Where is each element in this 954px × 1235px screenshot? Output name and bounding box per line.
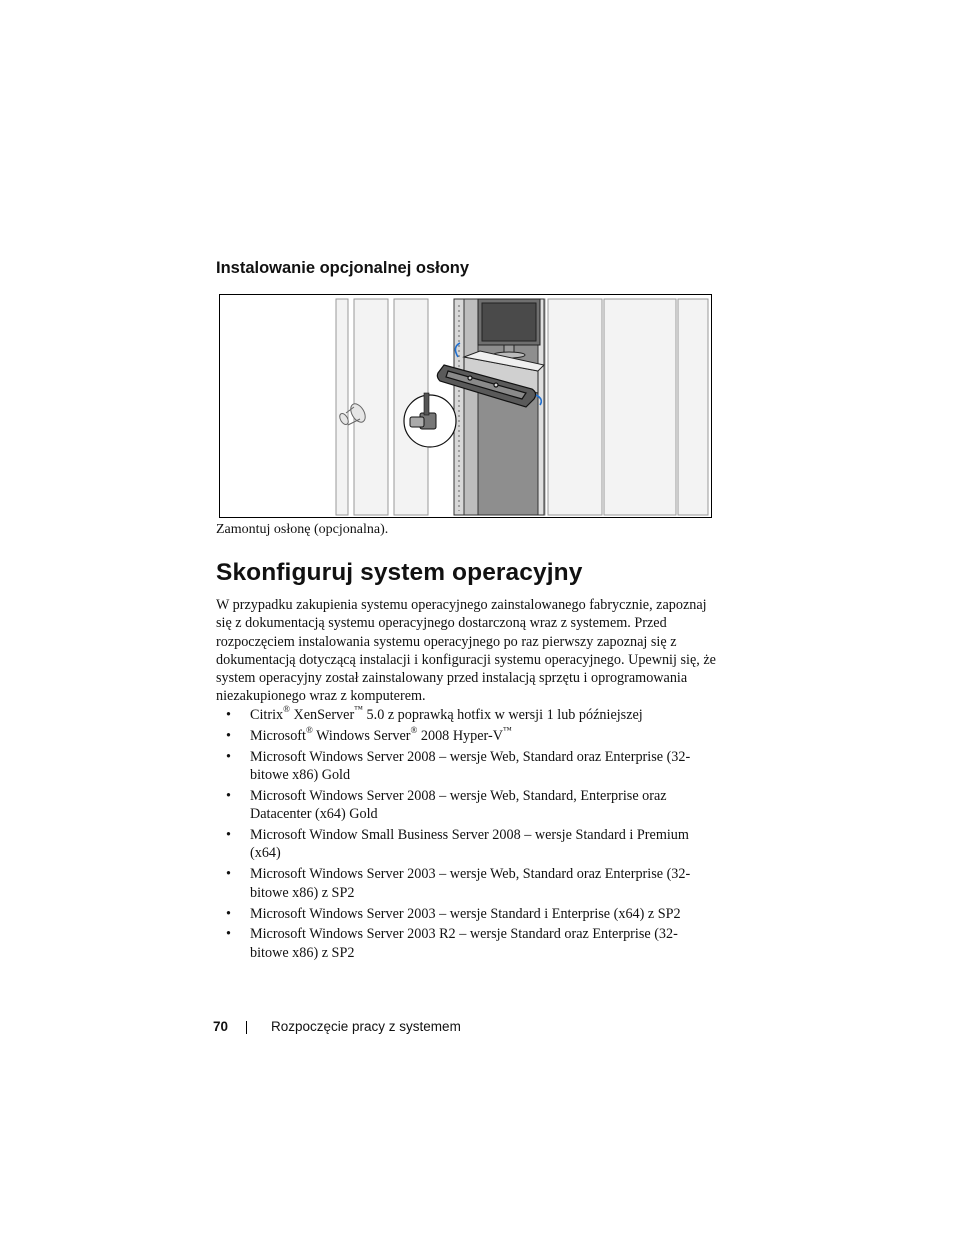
bullet-icon: • [226, 748, 231, 765]
supported-os-list [216, 706, 716, 965]
list-item-text: Microsoft Windows Server 2003 – wersje Web, Standard oraz Enterprise (32-bitowe x86) z SP2 [250, 866, 691, 901]
registered-mark: ® [283, 704, 290, 715]
main-heading: Skonfiguruj system operacyjny [216, 559, 583, 586]
section-heading: Instalowanie opcjonalnej osłony [216, 259, 470, 277]
list-item-text: Microsoft Windows Server 2008 – wersje Web, Standard oraz Enterprise (32-bitowe x86) Gold [250, 748, 691, 784]
bullet-icon: • [226, 787, 231, 804]
list-item-text: Microsoft Windows Server 2008 – wersje Web, Standard, Enterprise oraz Datacenter (x64) Gold [250, 787, 667, 823]
footer-title: Rozpoczęcie pracy z systemem [271, 1019, 461, 1034]
list-item [216, 787, 716, 824]
bullet-icon: • [226, 727, 231, 744]
bullet-icon: • [226, 926, 231, 943]
list-item-text: Microsoft Windows Server 2003 – wersje Standard i Enterprise (x64) z SP2 [250, 905, 681, 922]
list-item [216, 748, 716, 785]
list-item [216, 706, 716, 724]
list-item-text: Microsoft Window Small Business Server 2008 – wersje Standard i Premium (x64) [250, 827, 689, 862]
page-number: 70 [213, 1019, 229, 1034]
list-item-text: Microsoft [250, 727, 306, 744]
list-item [216, 727, 716, 745]
bullet-icon: • [226, 707, 231, 723]
bullet-icon: • [226, 905, 231, 922]
list-item [216, 826, 716, 863]
footer-divider [246, 1021, 247, 1034]
list-item [216, 905, 716, 923]
rack-bezel-illustration [220, 295, 711, 517]
registered-mark: ® [305, 725, 313, 736]
registered-mark: ® [410, 725, 418, 736]
trademark-mark: ™ [354, 704, 363, 715]
figure-caption: Zamontuj osłonę (opcjonalna). [216, 522, 389, 537]
bullet-icon: • [226, 827, 231, 844]
list-item-text: 2008 Hyper-V [417, 727, 503, 744]
page-footer [213, 1019, 461, 1034]
bezel-installation-figure [219, 294, 712, 518]
list-item-text: Microsoft Windows Server 2003 R2 – wersje Standard oraz Enterprise (32-bitowe x86) z SP2 [250, 926, 678, 961]
list-item-text: 5.0 z poprawką hotfix w wersji 1 lub późniejszej [363, 707, 643, 723]
list-item-text: Windows Server [312, 727, 411, 744]
intro-paragraph: W przypadku zakupienia systemu operacyjnego zainstalowanego fabrycznie, zapoznaj się z dokumentacją systemu operacyjnego dostarczoną wraz z systemem. Przed rozpoczęciem instalowania systemu operacyjnego po raz pierwszy zapoznaj się z dokumentacją dotyczącą instalacji i konfiguracji systemu operacyjnego. Upewnij się, że system operacyjny został zainstalowany przed instalacją sprzętu i oprogramowania niezakupionego wraz z komputerem. [216, 597, 716, 705]
bullet-icon: • [226, 866, 231, 883]
list-item [216, 925, 716, 962]
list-item [216, 865, 716, 902]
trademark-mark: ™ [502, 725, 512, 736]
list-item-text: XenServer [289, 707, 355, 723]
list-item-text: Citrix [250, 707, 284, 723]
